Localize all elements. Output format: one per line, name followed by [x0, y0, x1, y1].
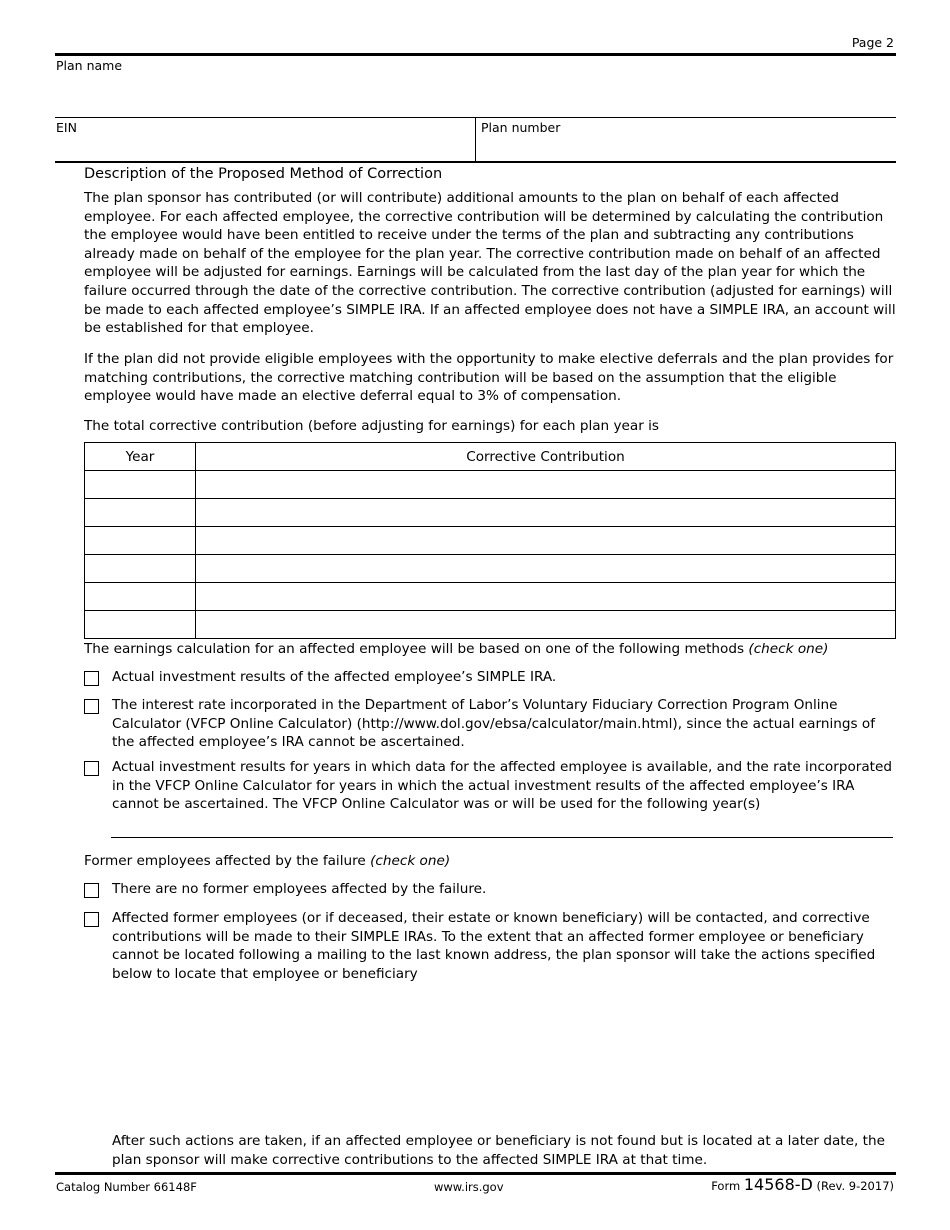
vfcp-years-field[interactable]	[111, 816, 893, 837]
catalog-number: Catalog Number 66148F	[56, 1180, 197, 1194]
form-number: 14568-D	[743, 1175, 813, 1194]
earnings-intro	[84, 640, 896, 659]
year-cell[interactable]	[85, 471, 196, 499]
table-row	[85, 499, 896, 527]
contribution-cell[interactable]	[196, 583, 896, 611]
paragraph-1: The plan sponsor has contributed (or will contribute) additional amounts to the plan on behalf of each affected employee. For each affected employee, the corrective contribution will be determined by calculating the contribution the employee would have been entitled to receive under the terms of the plan and subtracting any contributions already made on behalf of the employee for the plan year. The corrective contribution made on behalf of an affected employee will be adjusted for earnings. Earnings will be calculated from the last day of the plan year for which the failure occurred through the date of the corrective contribution. The corrective contribution (adjusted for earnings) will be made to each affected employee’s SIMPLE IRA. If an affected employee does not have a SIMPLE IRA, an account will be established for that employee.	[84, 190, 896, 337]
plan-number-label: Plan number	[481, 120, 561, 135]
irs-website: www.irs.gov	[434, 1180, 504, 1194]
corrective-contribution-table	[84, 442, 896, 639]
ein-field[interactable]	[55, 138, 473, 160]
page-number: Page 2	[851, 35, 894, 50]
earnings-option-2-checkbox[interactable]	[84, 699, 99, 714]
former-option-2-text: Affected former employees (or if deceased, their estate or known beneficiary) will be contacted, and corrective contributions will be made to their SIMPLE IRAs. To the extent that an affected former employee or beneficiary cannot be located following a mailing to the last known address, the plan sponsor will take the actions specified below to locate that employee or beneficiary	[112, 910, 876, 982]
form-identifier	[711, 1175, 894, 1194]
table-row	[85, 555, 896, 583]
vfcp-years-rule	[111, 837, 893, 838]
year-cell[interactable]	[85, 583, 196, 611]
former-check-note: (check one)	[370, 853, 451, 869]
year-cell[interactable]	[85, 499, 196, 527]
earnings-option-3-text: Actual investment results for years in which data for the affected employee is available, and the rate incorporated in the VFCP Online Calculator for years in which the actual investment results of the affected employee’s IRA cannot be ascertained. The VFCP Online Calculator was or will be used for the following year(s)	[112, 759, 893, 813]
table-row	[85, 471, 896, 499]
plan-name-label: Plan name	[56, 58, 123, 73]
earnings-check-note: (check one)	[748, 641, 829, 657]
table-header-row	[85, 443, 896, 471]
earnings-intro-text: The earnings calculation for an affected employee will be based on one of the following methods	[84, 641, 745, 657]
table-row	[85, 583, 896, 611]
contribution-column-header: Corrective Contribution	[196, 443, 896, 471]
top-rule	[55, 53, 896, 56]
plan-name-field[interactable]	[55, 76, 895, 116]
paragraph-2: If the plan did not provide eligible employees with the opportunity to make elective deferrals and the plan provides for matching contributions, the corrective matching contribution will be based on the assumption that the eligible employee would have made an elective deferral equal to 3% of compensation.	[84, 351, 894, 405]
former-employees-intro	[84, 852, 896, 871]
ein-bottom-rule	[55, 161, 896, 163]
form-revision: (Rev. 9-2017)	[816, 1179, 894, 1193]
table-intro: The total corrective contribution (before adjusting for earnings) for each plan year is	[84, 418, 659, 434]
year-cell[interactable]	[85, 527, 196, 555]
year-cell[interactable]	[85, 611, 196, 639]
former-option-2-checkbox[interactable]	[84, 912, 99, 927]
table-row	[85, 527, 896, 555]
ein-label: EIN	[56, 120, 77, 135]
form-prefix: Form	[711, 1179, 741, 1193]
contribution-cell[interactable]	[196, 611, 896, 639]
table-row	[85, 611, 896, 639]
ein-divider	[475, 117, 476, 161]
former-option-1-text: There are no former employees affected by the failure.	[112, 881, 487, 897]
locate-actions-field[interactable]	[111, 990, 895, 1128]
contribution-cell[interactable]	[196, 499, 896, 527]
closing-paragraph: After such actions are taken, if an affected employee or beneficiary is not found but is located at a later date, the plan sponsor will make corrective contributions to the affected SIMPLE IRA at that time.	[112, 1133, 885, 1168]
former-intro-text: Former employees affected by the failure	[84, 853, 366, 869]
year-cell[interactable]	[85, 555, 196, 583]
year-column-header: Year	[85, 443, 196, 471]
contribution-cell[interactable]	[196, 527, 896, 555]
earnings-option-3-checkbox[interactable]	[84, 761, 99, 776]
earnings-option-2-text: The interest rate incorporated in the Department of Labor’s Voluntary Fiduciary Correction Program Online Calculator (VFCP Online Calculator) (http://www.dol.gov/ebsa/calculator/main.html), since the actual earnings of the affected employee’s IRA cannot be ascertained.	[112, 697, 875, 751]
section-title: Description of the Proposed Method of Correction	[84, 166, 443, 182]
contribution-cell[interactable]	[196, 555, 896, 583]
earnings-option-1-checkbox[interactable]	[84, 671, 99, 686]
former-option-1-checkbox[interactable]	[84, 883, 99, 898]
plan-number-field[interactable]	[477, 138, 895, 160]
earnings-option-1-text: Actual investment results of the affected employee’s SIMPLE IRA.	[112, 669, 557, 685]
contribution-cell[interactable]	[196, 471, 896, 499]
